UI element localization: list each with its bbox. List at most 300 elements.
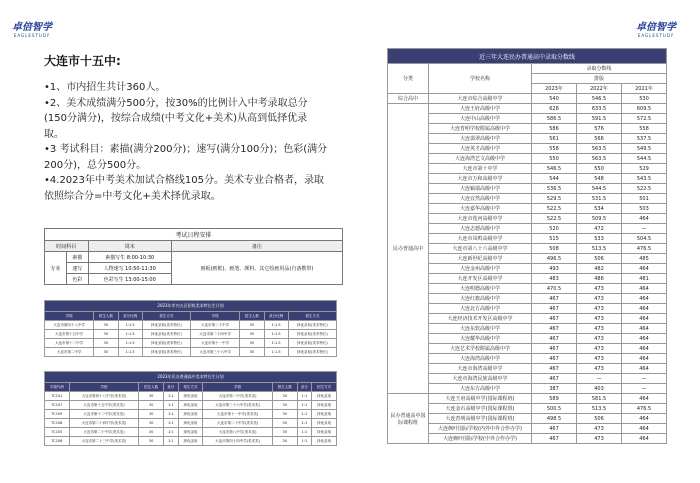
score-cell: 464	[622, 264, 667, 274]
score-cell: —	[577, 374, 622, 384]
score-cell: —	[622, 224, 667, 234]
group-cell: 综合高中	[388, 94, 429, 104]
column-header: 周末	[88, 241, 171, 252]
cell: 1:1	[297, 401, 312, 410]
score-cell: 540	[532, 94, 577, 104]
table-row	[388, 394, 667, 404]
score-cell: 403	[577, 384, 622, 394]
table-row	[388, 274, 667, 284]
cell: 择优录取	[312, 428, 337, 437]
table-row	[388, 304, 667, 314]
cell: TC109	[45, 410, 70, 419]
score-cell: 467	[532, 434, 577, 444]
column-header: 招生方式	[288, 312, 336, 321]
brand-logo-mark: 卓倍智学	[636, 22, 676, 33]
cell: 大连市第十五中学(美术类)	[69, 401, 139, 410]
page-title: 大连市十五中:	[44, 54, 121, 68]
school-name: 大连艺术学校附属高级中学	[429, 344, 532, 354]
score-cell: 473	[577, 364, 622, 374]
score-cell: 548	[577, 174, 622, 184]
table-row	[388, 374, 667, 384]
column-header: 学校	[69, 383, 139, 392]
score-cell: 476.5	[622, 404, 667, 414]
rule-line: •3 考试科目：素描(满分200分)；速写(满分100分)；色彩(满分	[44, 144, 328, 155]
school-name: 大连市第十中学	[429, 164, 532, 174]
school-name: 大连金石高级中学(国际课程班)	[429, 404, 532, 414]
score-cell: 550	[532, 154, 577, 164]
score-cell: 486	[577, 274, 622, 284]
cell: 1:1	[164, 419, 179, 428]
cell: 30	[139, 437, 164, 446]
school-name: 大连枫叶国际学校(内外中外合作办学)	[429, 424, 532, 434]
cell: 择优录取	[312, 437, 337, 446]
cell: 1:1.5	[118, 339, 142, 348]
brand-logo-right	[636, 18, 676, 38]
school-name: 大连市海湾高级中学	[429, 364, 532, 374]
cell: 择优录取(美术特长)	[142, 321, 190, 330]
school-name: 大连嘉华高级中学	[429, 204, 532, 214]
school-name: 大连市第八十六高级中学	[429, 244, 532, 254]
school-name: 大连海湾高级中学	[429, 354, 532, 364]
cell: 30	[240, 330, 264, 339]
cell: 择优录取	[178, 401, 203, 410]
group-cell: 民办普通高中国际课程班	[388, 394, 429, 444]
score-cell: 473	[577, 334, 622, 344]
cell: 30	[240, 321, 264, 330]
table-caption: 近三年大连民办普通高中录取分数线	[388, 49, 667, 64]
cell: 择优录取	[178, 410, 203, 419]
cell: 色彩	[66, 274, 88, 285]
cell: 大连市第四十四中学(美术类)	[203, 437, 273, 446]
school-name: 大连开发区高级中学	[429, 274, 532, 284]
column-header: 学校代码	[45, 383, 70, 392]
score-cell: 387	[532, 384, 577, 394]
cell: 30	[272, 419, 297, 428]
column-header: 学校	[190, 312, 239, 321]
score-cell: 513.5	[577, 404, 622, 414]
table-row	[388, 204, 667, 214]
year-header: 2021年	[622, 84, 667, 94]
table-row	[388, 344, 667, 354]
score-cell: 467	[532, 374, 577, 384]
score-cell: 576	[577, 124, 622, 134]
cell: 30	[240, 339, 264, 348]
cell: 大连市第十一中学(美术类)	[203, 410, 273, 419]
score-cell: 473	[577, 434, 622, 444]
cell: 1:1.5	[264, 339, 288, 348]
score-cell: 464	[622, 424, 667, 434]
score-cell: 501	[622, 194, 667, 204]
table-row	[388, 144, 667, 154]
cell: 1:1	[297, 392, 312, 401]
score-cell: 473	[577, 354, 622, 364]
cell: 1:1	[164, 437, 179, 446]
cell: 择优录取	[178, 437, 203, 446]
cell: TC101	[45, 392, 70, 401]
cell: 1:1	[164, 401, 179, 410]
column-header: 招生人数	[272, 383, 297, 392]
admission-rules	[44, 80, 344, 204]
score-cell: 544.5	[577, 184, 622, 194]
cell: 色彩写生 13:00-15:00	[88, 274, 171, 285]
score-cell: 509.5	[577, 214, 622, 224]
brand-logo-mark: 卓倍智学	[12, 22, 52, 33]
cell: 大连市第二中学(美术类)	[203, 392, 273, 401]
rule-line: 依照综合分=中考文化+美术择优录取。	[44, 190, 221, 202]
table-row	[45, 252, 343, 263]
brand-logo-sub: EAGLESTUDY	[13, 33, 51, 38]
column-header: 录分比例	[264, 312, 288, 321]
score-cell: 464	[622, 214, 667, 224]
school-name: 大连宜然高级中学	[429, 194, 532, 204]
school-name: 大连育明高级中学(国际课程班)	[429, 414, 532, 424]
score-cell: 473	[577, 294, 622, 304]
public-school-plan-table	[44, 300, 337, 357]
score-cell: 561	[532, 134, 577, 144]
table-row	[388, 284, 667, 294]
cell: 择优录取	[312, 410, 337, 419]
score-cell: 531.5	[577, 194, 622, 204]
table-row	[45, 330, 337, 339]
score-cell: 522.5	[622, 184, 667, 194]
table-row	[45, 339, 337, 348]
score-cell: 476.5	[622, 244, 667, 254]
cell: 大连市第二十中学(美术类)	[203, 419, 273, 428]
score-cell: —	[622, 374, 667, 384]
column-header: 时间科目	[45, 241, 89, 252]
school-name: 大连新世纪高级中学	[429, 254, 532, 264]
score-cell: 534	[577, 204, 622, 214]
exam-schedule-table	[44, 228, 343, 285]
table-row	[45, 419, 337, 428]
cell: 30	[139, 392, 164, 401]
cell: 30	[240, 348, 264, 357]
score-cell: 536.5	[532, 184, 577, 194]
year-header: 2022年	[577, 84, 622, 94]
score-cell: 464	[622, 414, 667, 424]
column-header: 招生人数	[240, 312, 264, 321]
school-name: 大连东软高级中学	[429, 324, 532, 334]
score-cell: 508	[532, 244, 577, 254]
score-cell: 586	[532, 124, 577, 134]
table-row	[45, 401, 337, 410]
cell: 1:1.5	[264, 330, 288, 339]
score-cell: 581.5	[577, 394, 622, 404]
score-cell: 515	[532, 234, 577, 244]
table-row	[45, 321, 337, 330]
score-cell: 473	[577, 324, 622, 334]
school-name: 大连海湾艺文高级中学	[429, 154, 532, 164]
cell: 择优录取	[178, 392, 203, 401]
cell: 1:1	[164, 410, 179, 419]
school-name: 大连市综合高级中学	[429, 94, 532, 104]
score-cell: 628	[532, 104, 577, 114]
column-header: 排版	[532, 74, 667, 84]
score-cell: 586.5	[532, 114, 577, 124]
rule-line: •2、美术成绩满分500分，按30%的比例计入中考录取总分	[44, 97, 308, 109]
school-name: 大连明德高级中学	[429, 284, 532, 294]
column-header: 招生方式	[312, 383, 337, 392]
private-school-plan-table	[44, 371, 337, 446]
column-header: 学校	[45, 312, 94, 321]
cell: 30	[139, 428, 164, 437]
score-cell: 546.5	[577, 94, 622, 104]
table-row	[388, 154, 667, 164]
cell: 1:1.5	[118, 330, 142, 339]
score-cell: 550	[577, 164, 622, 174]
cell: 30	[139, 419, 164, 428]
score-cell: 563.5	[577, 144, 622, 154]
cell: 择优录取(美术特长)	[142, 339, 190, 348]
score-cell: 506	[577, 414, 622, 424]
school-name: 大连经济技术开发区高级中学	[429, 314, 532, 324]
table-row	[388, 184, 667, 194]
school-name: 大连翡翠高级中学	[429, 134, 532, 144]
cell: 大连市第十二中学(美术类)	[69, 410, 139, 419]
score-cell: 467	[532, 344, 577, 354]
group-cell: 专业	[45, 252, 67, 285]
score-cell: 566	[577, 134, 622, 144]
cell: 30	[272, 428, 297, 437]
cell: 30	[139, 410, 164, 419]
table-row	[45, 392, 337, 401]
cell: 30	[94, 330, 118, 339]
score-cell: 473	[577, 344, 622, 354]
table-row	[388, 114, 667, 124]
table-row	[388, 104, 667, 114]
score-cell: 467	[532, 324, 577, 334]
score-cell: 544.5	[622, 154, 667, 164]
school-name: 大连北方高级中学	[429, 304, 532, 314]
cell: 1:1.5	[264, 348, 288, 357]
score-cell: 467	[532, 314, 577, 324]
score-cell: 500.5	[532, 404, 577, 414]
score-cell: 504.5	[622, 234, 667, 244]
column-header: 备注	[171, 241, 342, 252]
table-row	[388, 424, 667, 434]
score-cell: 591.5	[577, 114, 622, 124]
cell: 择优录取(美术特长)	[142, 330, 190, 339]
column-header: 招生人数	[94, 312, 118, 321]
score-cell: 467	[532, 304, 577, 314]
score-cell: 470.5	[532, 284, 577, 294]
column-header: 录分	[297, 383, 312, 392]
cell: 30	[272, 410, 297, 419]
score-cell: 464	[622, 284, 667, 294]
cell: 1:1	[297, 437, 312, 446]
admission-score-table	[387, 48, 667, 444]
score-cell: 464	[622, 294, 667, 304]
school-name: 大连金州高级中学	[429, 264, 532, 274]
school-name: 大连英才高级中学	[429, 144, 532, 154]
school-name: 大连耀华高级中学	[429, 334, 532, 344]
cell: 30	[272, 401, 297, 410]
score-cell: 537.5	[622, 134, 667, 144]
score-cell: 472	[577, 224, 622, 234]
table-row	[45, 410, 337, 419]
cell: 择优录取	[312, 401, 337, 410]
score-cell: 473	[577, 314, 622, 324]
table-row	[388, 134, 667, 144]
score-cell: 506	[577, 254, 622, 264]
cell: 大连市第二十中学(美术类)	[69, 428, 139, 437]
table-row	[388, 224, 667, 234]
table-caption: 2023年民办普通高中美术特长生计划	[45, 372, 337, 383]
score-cell: 563.5	[577, 154, 622, 164]
score-cell: 464	[622, 354, 667, 364]
year-header: 2023年	[532, 84, 577, 94]
cell: 1:1	[297, 410, 312, 419]
note-cell: 画板(画框)、画笔、颜料、其它绘画用品(自备携带)	[171, 252, 342, 285]
cell: 大连市第四十八中学(美术类)	[69, 392, 139, 401]
table-row	[45, 428, 337, 437]
table-row	[388, 414, 667, 424]
rule-line: •4.2023年中考美术加试合格线105分。美术专业合格者，录取	[44, 175, 324, 186]
cell: 30	[272, 437, 297, 446]
cell: 素描	[66, 252, 88, 263]
cell: TC106	[45, 437, 70, 446]
table-row	[388, 94, 667, 104]
rule-line: 取。	[44, 128, 64, 140]
score-cell: 522.5	[532, 214, 577, 224]
score-cell: 481	[622, 274, 667, 284]
school-name: 大连东方高级中学	[429, 384, 532, 394]
score-cell: 558	[622, 124, 667, 134]
table-row	[388, 404, 667, 414]
cell: TC107	[45, 401, 70, 410]
column-header: 学校	[203, 383, 273, 392]
cell: 30	[139, 401, 164, 410]
cell: 择优录取(美术特长)	[142, 348, 190, 357]
score-cell: 522.5	[532, 204, 577, 214]
cell: 大连市第二十中学	[190, 321, 239, 330]
score-cell: 546.5	[532, 164, 577, 174]
cell: 1:1	[164, 428, 179, 437]
table-row	[388, 364, 667, 374]
school-name: 大连市海湾民族高级中学	[429, 374, 532, 384]
school-name: 大连王府高级中学(国际课程班)	[429, 394, 532, 404]
table-row	[45, 348, 337, 357]
cell: 大连市第三十六中学	[190, 348, 239, 357]
cell: 30	[272, 392, 297, 401]
score-cell: 464	[622, 394, 667, 404]
score-cell: 589	[532, 394, 577, 404]
cell: TC108	[45, 419, 70, 428]
rule-line: 200分)，总分500分。	[44, 159, 147, 171]
table-row	[388, 314, 667, 324]
table-caption: 2023年市内五区招收美术特长生计划	[45, 301, 337, 312]
score-cell: 503	[622, 204, 667, 214]
rule-line: (150分满分)，按综合成绩(中考文化+美术)从高到低择优录	[44, 113, 308, 124]
cell: 速写	[66, 263, 88, 274]
table-row	[388, 324, 667, 334]
score-cell: —	[622, 384, 667, 394]
score-cell: 609.5	[622, 104, 667, 114]
score-cell: 467	[532, 364, 577, 374]
cell: 1:1	[297, 428, 312, 437]
score-cell: 473	[577, 284, 622, 294]
cell: 大连市第二中学	[45, 348, 94, 357]
table-row	[388, 234, 667, 244]
cell: 大连市第四十八中学	[45, 321, 94, 330]
score-cell: 464	[622, 334, 667, 344]
cell: 30	[94, 321, 118, 330]
score-cell: 572.5	[622, 114, 667, 124]
score-cell: 464	[622, 344, 667, 354]
cell: 择优录取(美术特长)	[288, 330, 336, 339]
cell: 择优录取(美术特长)	[288, 339, 336, 348]
table-row	[388, 354, 667, 364]
table-row	[388, 244, 667, 254]
table-caption: 考试日程安排	[45, 229, 343, 241]
score-cell: 467	[532, 424, 577, 434]
school-name: 大连育明学校附属高级中学	[429, 124, 532, 134]
column-header: 招生方式	[178, 383, 203, 392]
school-name: 大连市凤鸣高级中学	[429, 234, 532, 244]
table-row	[388, 124, 667, 134]
score-cell: 529.5	[532, 194, 577, 204]
cell: 1:1	[297, 419, 312, 428]
table-row	[388, 214, 667, 224]
cell: 1:1.5	[118, 348, 142, 357]
cell: 大连市第三十六中学(美术类)	[203, 401, 273, 410]
table-row	[388, 174, 667, 184]
cell: 大连市第十一中学	[190, 339, 239, 348]
cell: 大连市第二十四中学(美术类)	[69, 419, 139, 428]
column-header: 学校名称	[429, 64, 532, 94]
cell: 1:1	[164, 392, 179, 401]
column-header: 录分比例	[118, 312, 142, 321]
score-cell: 558	[532, 144, 577, 154]
table-row	[45, 437, 337, 446]
table-row	[388, 334, 667, 344]
school-name: 大连王府高级中学	[429, 104, 532, 114]
score-cell: 473	[577, 424, 622, 434]
table-row	[388, 254, 667, 264]
cell: 择优录取	[312, 392, 337, 401]
table-row	[388, 294, 667, 304]
score-cell: 493	[532, 264, 577, 274]
cell: 大连市第十五中学	[45, 330, 94, 339]
score-cell: 513.5	[577, 244, 622, 254]
school-name: 大连志德高级中学	[429, 224, 532, 234]
table-row	[388, 434, 667, 444]
school-name: 大连中山高级中学	[429, 114, 532, 124]
column-header: 录分	[164, 383, 179, 392]
column-header: 分类	[388, 64, 429, 94]
cell: 大连市第二十四中学	[190, 330, 239, 339]
cell: 1:1.5	[264, 321, 288, 330]
score-cell: 543.5	[622, 174, 667, 184]
rule-line: •1、市内招生共计360人。	[44, 82, 166, 93]
cell: 择优录取(美术特长)	[288, 321, 336, 330]
score-cell: 530	[622, 94, 667, 104]
cell: 30	[94, 339, 118, 348]
table-row	[388, 164, 667, 174]
score-cell: 464	[622, 364, 667, 374]
cell: TC105	[45, 428, 70, 437]
column-header: 招生人数	[139, 383, 164, 392]
score-cell: 482	[577, 264, 622, 274]
table-row	[388, 194, 667, 204]
score-cell: 464	[622, 314, 667, 324]
score-cell: 483	[532, 274, 577, 284]
cell: 择优录取(美术特长)	[288, 348, 336, 357]
brand-logo-left	[12, 18, 52, 38]
cell: 大连市第十二中学	[45, 339, 94, 348]
cell: 择优录取	[178, 419, 203, 428]
score-cell: 496.5	[532, 254, 577, 264]
